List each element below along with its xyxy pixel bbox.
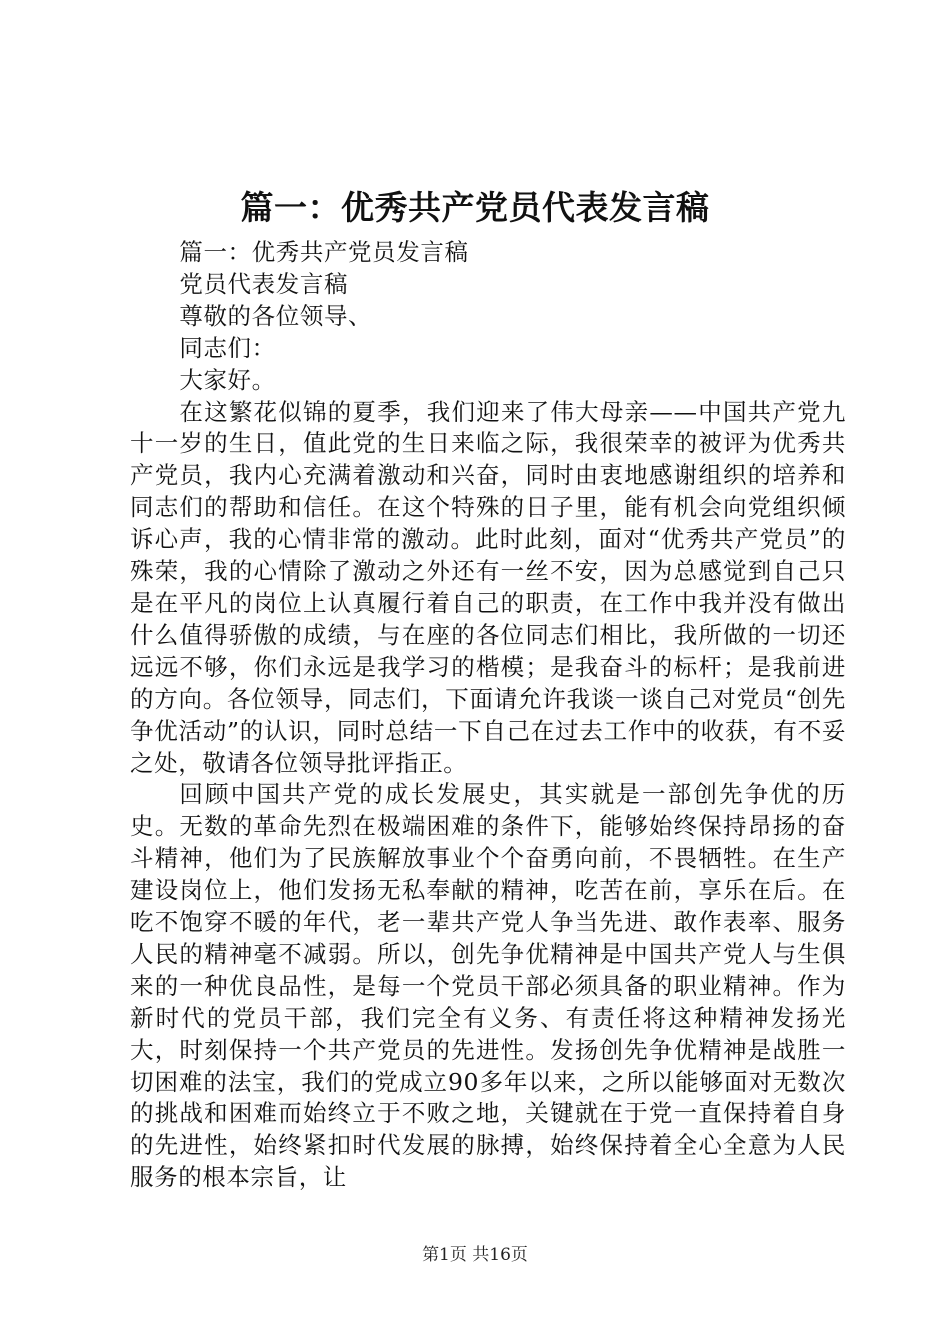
paragraph-body-1: 在这繁花似锦的夏季，我们迎来了伟大母亲——中国共产党九十一岁的生日，值此党的生日来临之际，我很荣幸的被评为优秀共产党员，我内心充满着激动和兴奋，同时由衷地感谢组织的培养和同志们的帮助和信任。在这个特殊的日子里，能有机会向党组织倾诉心声，我的心情非常的激动。此时此刻，面对“优秀共产党员”的殊荣，我的心情除了激动之外还有一丝不安，因为总感觉到自己只是在平凡的岗位上认真履行着自己的职责，在工作中我并没有做出什么值得骄傲的成绩，与在座的各位同志们相比，我所做的一切还远远不够，你们永远是我学习的楷模；是我奋斗的标杆；是我前进的方向。各位领导，同志们，下面请允许我谈一谈自己对党员“创先争优活动”的认识，同时总结一下自己在过去工作中的收获，有不妥之处，敬请各位领导批评指正。 (130, 397, 846, 777)
paragraph-body-2: 回顾中国共产党的成长发展史，其实就是一部创先争优的历史。无数的革命先烈在极端困难的条件下，能够始终保持昂扬的奋斗精神，他们为了民族解放事业个个奋勇向前，不畏牺牲。在生产建设岗位上，他们发扬无私奉献的精神，吃苦在前，享乐在后。在吃不饱穿不暖的年代，老一辈共产党人争当先进、敢作表率、服务人民的精神毫不减弱。所以，创先争优精神是中国共产党人与生俱来的一种优良品性，是每一个党员干部必须具备的职业精神。作为新时代的党员干部，我们完全有义务、有责任将这种精神发扬光大，时刻保持一个共产党员的先进性。发扬创先争优精神是战胜一切困难的法宝，我们的党成立90多年以来，之所以能够面对无数次的挑战和困难而始终立于不败之地，关键就在于党一直保持着自身的先进性，始终紧扣时代发展的脉搏，始终保持着全心全意为人民服务的根本宗旨，让 (130, 780, 846, 1192)
paragraph-subtitle: 篇一：优秀共产党员发言稿 (179, 238, 469, 266)
paragraph-heading: 党员代表发言稿 (179, 269, 349, 298)
paragraph-salutation-2: 同志们： (179, 333, 276, 362)
paragraph-greeting: 大家好。 (179, 365, 276, 394)
document-body (130, 237, 846, 1194)
paragraph-salutation: 尊敬的各位领导、 (179, 301, 373, 330)
page-number-footer: 第1页 共16页 (422, 1245, 528, 1265)
document-title: 篇一：优秀共产党员代表发言稿 (240, 188, 710, 227)
